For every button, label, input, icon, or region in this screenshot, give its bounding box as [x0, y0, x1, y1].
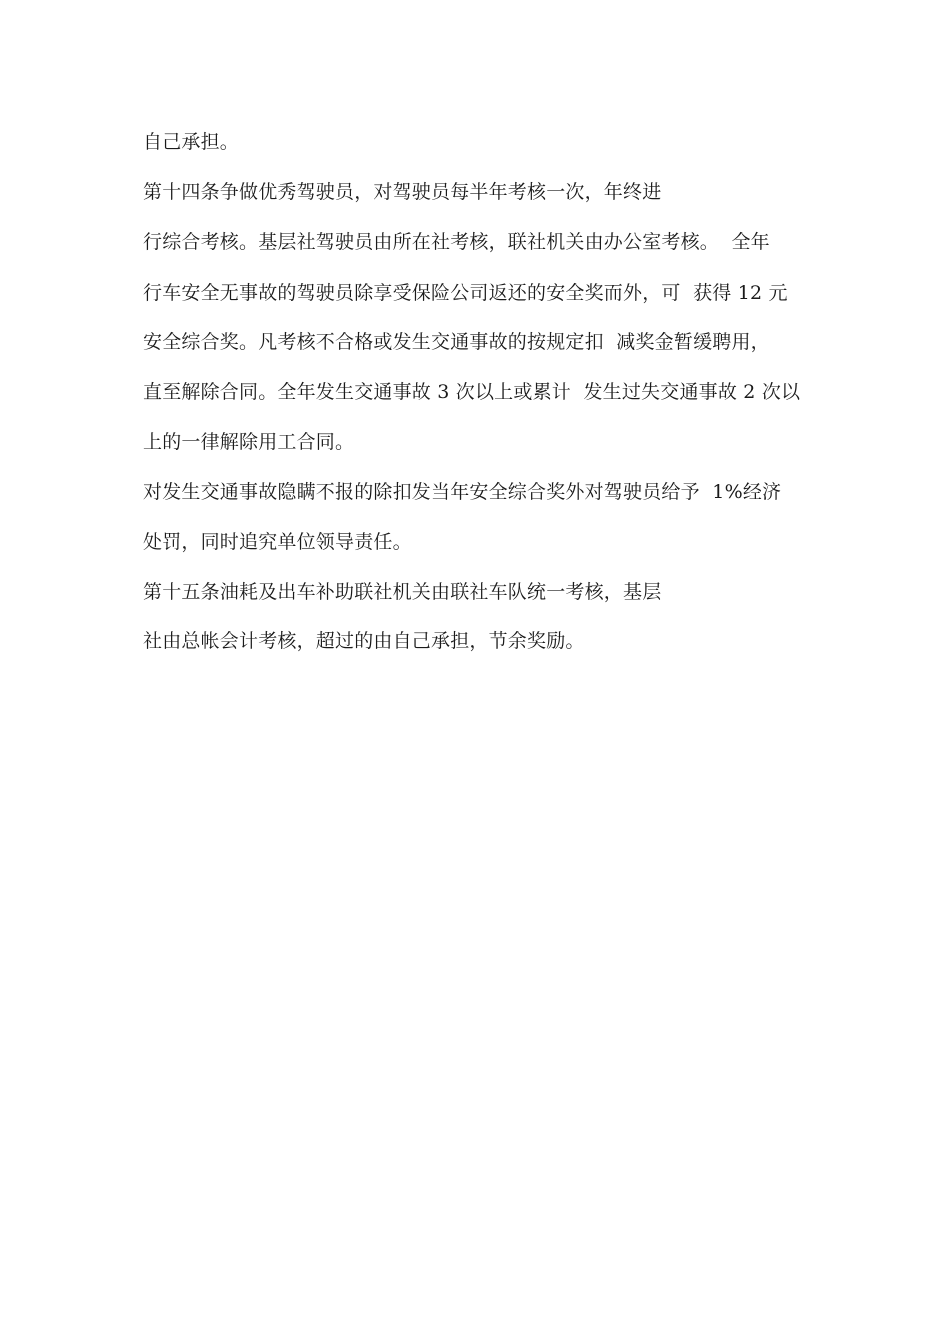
text-line: 社由总帐会计考核，超过的由自己承担，节余奖励。: [143, 630, 585, 652]
text-line: 对发生交通事故隐瞒不报的除扣发当年安全综合奖外对驾驶员给予 1%经济: [143, 481, 782, 503]
text-line: 第十四条争做优秀驾驶员，对驾驶员每半年考核一次，年终进: [143, 181, 662, 203]
text-line: 上的一律解除用工合同。: [143, 431, 355, 453]
text-line: 行车安全无事故的驾驶员除享受保险公司返还的安全奖而外，可 获得 12 元: [143, 282, 788, 304]
text-line: 行综合考核。基层社驾驶员由所在社考核，联社机关由办公室考核。 全年: [143, 231, 770, 253]
text-line: 第十五条油耗及出车补助联社机关由联社车队统一考核，基层: [143, 581, 662, 603]
text-line: 直至解除合同。全年发生交通事故 3 次以上或累计 发生过失交通事故 2 次以: [143, 381, 801, 403]
text-line: 处罚，同时追究单位领导责任。: [143, 531, 412, 553]
text-line: 自己承担。: [143, 131, 240, 153]
text-line: 安全综合奖。凡考核不合格或发生交通事故的按规定扣 减奖金暂缓聘用，: [143, 331, 770, 353]
